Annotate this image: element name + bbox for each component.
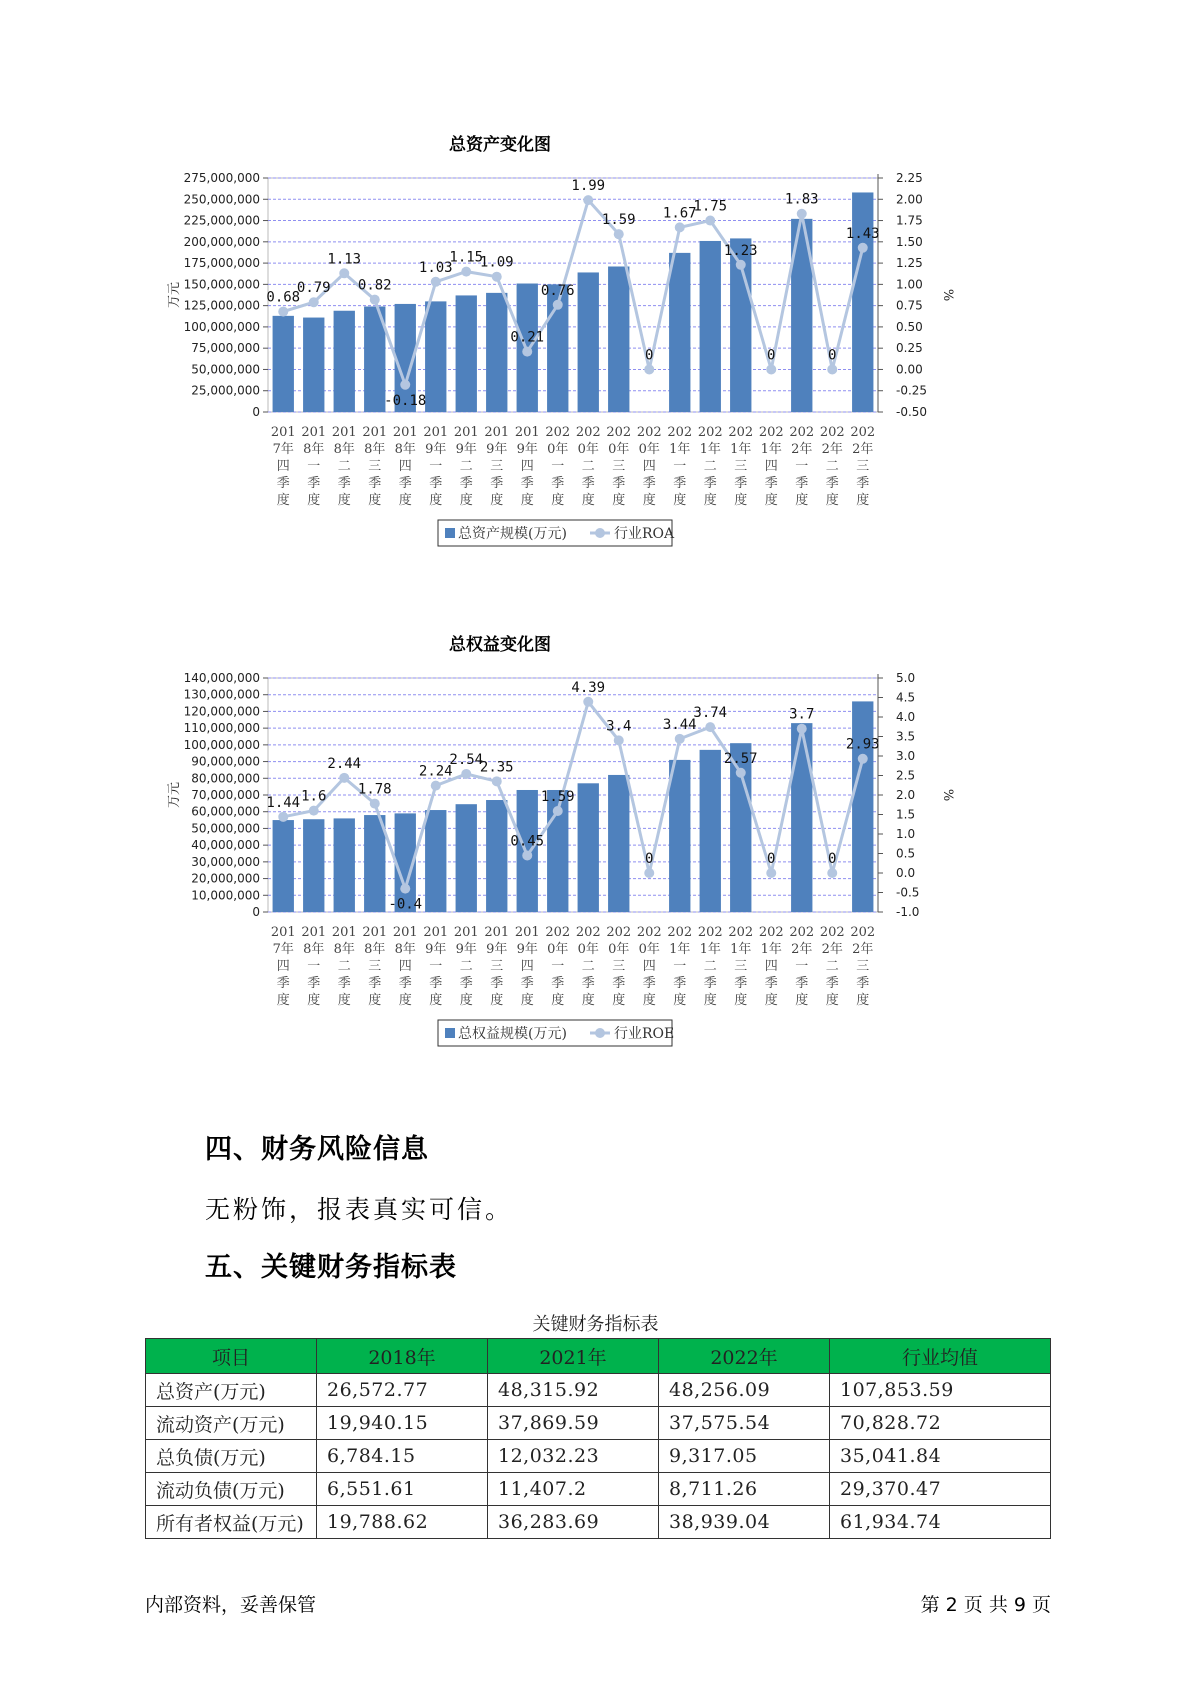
y-tick-label: 130,000,000 bbox=[183, 687, 260, 702]
x-tick-label: 202 0年三季度 bbox=[606, 925, 632, 1008]
bar bbox=[791, 723, 812, 912]
y2-tick-label: 0.00 bbox=[896, 362, 923, 377]
bar bbox=[608, 266, 629, 412]
data-label: 0.79 bbox=[296, 280, 331, 297]
bar bbox=[425, 810, 446, 912]
data-label: 4.39 bbox=[571, 679, 606, 696]
x-tick-label: 202 0年三季度 bbox=[606, 425, 632, 508]
table-caption: 关键财务指标表 bbox=[532, 1314, 659, 1335]
data-label: 2.57 bbox=[723, 750, 758, 767]
total-equity-chart bbox=[167, 635, 1040, 1080]
cell-value: 9,317.05 bbox=[659, 1440, 830, 1473]
bar bbox=[456, 804, 477, 912]
line-point bbox=[309, 297, 319, 307]
data-label: 0 bbox=[645, 347, 654, 364]
x-tick-label: 202 1年一季度 bbox=[667, 925, 693, 1008]
x-tick-label: 202 1年四季度 bbox=[758, 425, 784, 508]
x-tick-label: 201 9年四季度 bbox=[514, 425, 540, 508]
cell-value: 48,315.92 bbox=[488, 1374, 659, 1407]
y2-tick-label: 1.75 bbox=[896, 213, 923, 228]
bar bbox=[578, 783, 599, 912]
x-tick-label: 201 7年四季度 bbox=[270, 425, 296, 508]
line-point bbox=[614, 735, 624, 745]
data-label: 2.54 bbox=[449, 751, 484, 768]
line-point bbox=[431, 277, 441, 287]
footer-page-number: 第 2 页 共 9 页 bbox=[920, 1594, 1051, 1616]
line-point bbox=[827, 868, 837, 878]
data-label: 0.76 bbox=[540, 282, 575, 299]
table-row bbox=[146, 1407, 1051, 1440]
y2-tick-label: 1.5 bbox=[896, 807, 916, 822]
bar bbox=[486, 293, 507, 412]
data-label: 0 bbox=[828, 851, 837, 867]
x-tick-label: 202 1年二季度 bbox=[697, 425, 723, 508]
legend-line-label: 行业ROE bbox=[614, 1026, 675, 1042]
y-tick-label: 25,000,000 bbox=[191, 383, 260, 398]
line-point bbox=[705, 722, 715, 732]
y-tick-label: 225,000,000 bbox=[183, 213, 260, 228]
row-label: 流动负债(万元) bbox=[146, 1473, 317, 1506]
cell-value: 48,256.09 bbox=[659, 1374, 830, 1407]
total-assets-chart bbox=[167, 135, 1040, 580]
y2-tick-label: 0.5 bbox=[896, 846, 916, 861]
line-point bbox=[583, 697, 593, 707]
data-label: 1.83 bbox=[784, 191, 819, 208]
line-point bbox=[400, 380, 410, 390]
y-tick-label: 120,000,000 bbox=[183, 704, 260, 719]
legend-line-marker bbox=[595, 528, 605, 538]
y2-tick-label: 0.50 bbox=[896, 319, 923, 334]
y-tick-label: 75,000,000 bbox=[191, 341, 260, 356]
x-tick-label: 201 8年三季度 bbox=[362, 425, 388, 508]
x-tick-label: 202 2年二季度 bbox=[819, 425, 845, 508]
header-2022: 2022年 bbox=[659, 1339, 830, 1374]
header-industry-avg: 行业均值 bbox=[830, 1339, 1051, 1374]
table-row bbox=[146, 1506, 1051, 1539]
data-label: 2.24 bbox=[418, 763, 453, 780]
line-point bbox=[797, 209, 807, 219]
y-tick-label: 275,000,000 bbox=[183, 171, 260, 185]
x-tick-label: 201 9年四季度 bbox=[514, 925, 540, 1008]
legend-bar-label: 总资产规模(万元) bbox=[458, 526, 567, 542]
line-point bbox=[461, 267, 471, 277]
y-axis-title: 万元 bbox=[167, 781, 182, 809]
y2-tick-label: -1.0 bbox=[896, 905, 920, 919]
x-tick-label: 201 9年一季度 bbox=[423, 925, 449, 1008]
cell-value: 12,032.23 bbox=[488, 1440, 659, 1473]
y-tick-label: 50,000,000 bbox=[191, 821, 260, 836]
bar bbox=[669, 253, 690, 412]
legend-line-label: 行业ROA bbox=[614, 526, 675, 542]
y-tick-label: 20,000,000 bbox=[191, 871, 260, 886]
x-tick-label: 202 0年一季度 bbox=[545, 925, 571, 1008]
x-tick-label: 201 8年一季度 bbox=[301, 425, 327, 508]
data-label: 1.15 bbox=[449, 249, 484, 266]
row-label: 总资产(万元) bbox=[146, 1374, 317, 1407]
data-label: 0.68 bbox=[266, 289, 301, 306]
section5-heading: 五、关键财务指标表 bbox=[205, 1252, 457, 1283]
x-tick-label: 202 2年一季度 bbox=[789, 925, 815, 1008]
x-tick-label: 201 9年三季度 bbox=[484, 925, 510, 1008]
x-tick-label: 202 1年一季度 bbox=[667, 425, 693, 508]
line-point bbox=[492, 272, 502, 282]
line-point bbox=[339, 268, 349, 278]
line-point bbox=[644, 364, 654, 374]
y2-tick-label: 3.0 bbox=[896, 749, 916, 763]
total-assets-chart-svg bbox=[167, 135, 1040, 580]
y2-tick-label: 0.0 bbox=[896, 866, 916, 880]
x-tick-label: 201 9年二季度 bbox=[453, 925, 479, 1008]
x-tick-label: 201 9年二季度 bbox=[453, 425, 479, 508]
line-point bbox=[553, 806, 563, 816]
y2-tick-label: 1.00 bbox=[896, 277, 923, 292]
data-label: 3.74 bbox=[693, 705, 728, 722]
data-label: 1.09 bbox=[479, 254, 514, 271]
data-label: -0.4 bbox=[388, 896, 423, 913]
header-item: 项目 bbox=[146, 1339, 317, 1374]
line-point bbox=[431, 781, 441, 791]
x-tick-label: 201 9年三季度 bbox=[484, 425, 510, 508]
y-tick-label: 150,000,000 bbox=[183, 277, 260, 292]
x-tick-label: 201 8年四季度 bbox=[392, 925, 418, 1008]
y-tick-label: 50,000,000 bbox=[191, 362, 260, 377]
data-label: 0.82 bbox=[357, 277, 392, 294]
row-label: 所有者权益(万元) bbox=[146, 1506, 317, 1539]
bar bbox=[700, 750, 721, 912]
footer-confidential: 内部资料，妥善保管 bbox=[145, 1594, 317, 1616]
cell-value: 70,828.72 bbox=[830, 1407, 1051, 1440]
y-tick-label: 100,000,000 bbox=[183, 319, 260, 334]
line-point bbox=[766, 364, 776, 374]
y-tick-label: 30,000,000 bbox=[191, 854, 260, 869]
cell-value: 37,575.54 bbox=[659, 1407, 830, 1440]
x-tick-label: 202 0年一季度 bbox=[545, 425, 571, 508]
data-label: 1.75 bbox=[693, 198, 728, 215]
y2-tick-label: 4.5 bbox=[896, 690, 916, 705]
data-label: 3.7 bbox=[789, 706, 815, 723]
line-point bbox=[675, 734, 685, 744]
data-label: 1.99 bbox=[571, 178, 606, 195]
x-tick-label: 202 0年二季度 bbox=[575, 925, 601, 1008]
data-label: 2.35 bbox=[479, 759, 514, 776]
cell-value: 37,869.59 bbox=[488, 1407, 659, 1440]
data-label: 0 bbox=[767, 347, 776, 364]
cell-value: 19,940.15 bbox=[317, 1407, 488, 1440]
line-point bbox=[644, 868, 654, 878]
x-tick-label: 202 0年四季度 bbox=[636, 425, 662, 508]
x-tick-label: 201 9年一季度 bbox=[423, 425, 449, 508]
data-label: 0.45 bbox=[510, 833, 545, 850]
table-row bbox=[146, 1473, 1051, 1506]
line-point bbox=[278, 307, 288, 317]
cell-value: 26,572.77 bbox=[317, 1374, 488, 1407]
y-tick-label: 60,000,000 bbox=[191, 804, 260, 819]
x-tick-label: 201 8年一季度 bbox=[301, 925, 327, 1008]
y-tick-label: 200,000,000 bbox=[183, 234, 260, 249]
cell-value: 6,784.15 bbox=[317, 1440, 488, 1473]
line-point bbox=[766, 868, 776, 878]
data-label: 2.44 bbox=[327, 755, 362, 772]
line-point bbox=[614, 229, 624, 239]
y-tick-label: 40,000,000 bbox=[191, 838, 260, 853]
data-label: 1.23 bbox=[723, 242, 758, 259]
bar bbox=[364, 815, 385, 912]
y-tick-label: 70,000,000 bbox=[191, 788, 260, 802]
y2-tick-label: 3.5 bbox=[896, 729, 916, 744]
x-tick-label: 202 1年二季度 bbox=[697, 925, 723, 1008]
line-point bbox=[858, 243, 868, 253]
cell-value: 35,041.84 bbox=[830, 1440, 1051, 1473]
x-tick-label: 202 2年三季度 bbox=[850, 425, 876, 508]
data-label: 1.6 bbox=[301, 788, 327, 805]
bar bbox=[578, 272, 599, 412]
y2-tick-label: 1.25 bbox=[896, 256, 923, 271]
line-point bbox=[858, 754, 868, 764]
total-equity-chart-svg bbox=[167, 635, 1040, 1080]
bar bbox=[608, 775, 629, 912]
cell-value: 107,853.59 bbox=[830, 1374, 1051, 1407]
section4-heading: 四、财务风险信息 bbox=[205, 1134, 429, 1165]
x-tick-label: 202 1年四季度 bbox=[758, 925, 784, 1008]
line-point bbox=[675, 222, 685, 232]
y2-tick-label: 2.25 bbox=[896, 171, 923, 185]
line-point bbox=[492, 776, 502, 786]
x-tick-label: 202 2年二季度 bbox=[819, 925, 845, 1008]
x-tick-label: 201 8年四季度 bbox=[392, 425, 418, 508]
x-tick-label: 202 0年二季度 bbox=[575, 425, 601, 508]
data-label: 1.03 bbox=[418, 259, 453, 276]
legend-bar-swatch bbox=[445, 1028, 455, 1038]
line-point bbox=[309, 806, 319, 816]
line-point bbox=[370, 799, 380, 809]
section4-text: 无粉饰，报表真实可信。 bbox=[205, 1195, 514, 1224]
y2-tick-label: 2.00 bbox=[896, 192, 923, 207]
bar bbox=[486, 800, 507, 912]
data-label: 1.13 bbox=[327, 251, 362, 268]
data-label: 1.78 bbox=[357, 781, 392, 798]
y2-tick-label: -0.50 bbox=[896, 405, 928, 419]
line-point bbox=[827, 364, 837, 374]
y2-tick-label: -0.25 bbox=[896, 383, 928, 398]
line-point bbox=[370, 295, 380, 305]
data-label: 1.44 bbox=[266, 794, 301, 811]
y-tick-label: 90,000,000 bbox=[191, 754, 260, 769]
y-tick-label: 110,000,000 bbox=[183, 721, 260, 736]
x-tick-label: 201 8年二季度 bbox=[331, 925, 357, 1008]
y2-tick-label: 0.25 bbox=[896, 341, 923, 356]
cell-value: 61,934.74 bbox=[830, 1506, 1051, 1539]
line-point bbox=[461, 769, 471, 779]
bar bbox=[273, 820, 294, 912]
y2-tick-label: 2.0 bbox=[896, 788, 916, 802]
x-tick-label: 202 0年四季度 bbox=[636, 925, 662, 1008]
y2-tick-label: 2.5 bbox=[896, 768, 916, 783]
cell-value: 11,407.2 bbox=[488, 1473, 659, 1506]
data-label: 0 bbox=[828, 347, 837, 364]
row-label: 总负债(万元) bbox=[146, 1440, 317, 1473]
data-label: 1.67 bbox=[662, 205, 697, 222]
bar bbox=[456, 295, 477, 412]
y2-axis-title: % bbox=[940, 788, 955, 802]
x-tick-label: 202 2年一季度 bbox=[789, 425, 815, 508]
table-row bbox=[146, 1440, 1051, 1473]
y-tick-label: 100,000,000 bbox=[183, 737, 260, 752]
data-label: 1.59 bbox=[601, 212, 636, 229]
key-financial-table bbox=[145, 1338, 1051, 1539]
y-axis-title: 万元 bbox=[167, 281, 182, 309]
y-tick-label: 250,000,000 bbox=[183, 192, 260, 207]
x-tick-label: 202 2年三季度 bbox=[850, 925, 876, 1008]
legend-bar-label: 总权益规模(万元) bbox=[458, 1026, 567, 1042]
line-point bbox=[736, 260, 746, 270]
data-label: 0.21 bbox=[510, 329, 545, 346]
y2-tick-label: 4.0 bbox=[896, 710, 916, 724]
bar bbox=[303, 819, 324, 912]
x-tick-label: 201 8年三季度 bbox=[362, 925, 388, 1008]
y-tick-label: 0 bbox=[252, 405, 260, 419]
line-point bbox=[522, 347, 532, 357]
cell-value: 8,711.26 bbox=[659, 1473, 830, 1506]
data-label: -0.18 bbox=[384, 392, 427, 409]
y2-tick-label: 5.0 bbox=[896, 671, 916, 685]
y2-axis-title: % bbox=[940, 288, 955, 302]
y-tick-label: 0 bbox=[252, 905, 260, 919]
bar bbox=[425, 301, 446, 412]
chart-title: 总资产变化图 bbox=[449, 135, 551, 155]
cell-value: 6,551.61 bbox=[317, 1473, 488, 1506]
line-point bbox=[278, 812, 288, 822]
x-tick-label: 201 7年四季度 bbox=[270, 925, 296, 1008]
line-point bbox=[797, 724, 807, 734]
line-point bbox=[583, 195, 593, 205]
bar bbox=[303, 318, 324, 412]
bar bbox=[334, 311, 355, 412]
y-tick-label: 80,000,000 bbox=[191, 771, 260, 786]
y2-tick-label: 1.0 bbox=[896, 827, 916, 841]
y2-tick-label: -0.5 bbox=[896, 885, 920, 900]
y-tick-label: 175,000,000 bbox=[183, 256, 260, 271]
line-point bbox=[400, 884, 410, 894]
cell-value: 19,788.62 bbox=[317, 1506, 488, 1539]
y2-tick-label: 0.75 bbox=[896, 298, 923, 313]
cell-value: 29,370.47 bbox=[830, 1473, 1051, 1506]
chart-title: 总权益变化图 bbox=[449, 635, 551, 655]
bar bbox=[700, 241, 721, 412]
line-point bbox=[522, 850, 532, 860]
table-header-row bbox=[146, 1339, 1051, 1374]
bar bbox=[852, 701, 873, 912]
x-tick-label: 202 1年三季度 bbox=[728, 425, 754, 508]
table-row bbox=[146, 1374, 1051, 1407]
data-label: 3.4 bbox=[606, 718, 632, 735]
data-label: 1.59 bbox=[540, 788, 575, 805]
y2-tick-label: 1.50 bbox=[896, 234, 923, 249]
cell-value: 38,939.04 bbox=[659, 1506, 830, 1539]
y-tick-label: 10,000,000 bbox=[191, 888, 260, 903]
header-2018: 2018年 bbox=[317, 1339, 488, 1374]
x-tick-label: 201 8年二季度 bbox=[331, 425, 357, 508]
bar bbox=[334, 818, 355, 912]
line-point bbox=[705, 216, 715, 226]
legend-line-marker bbox=[595, 1028, 605, 1038]
data-label: 0 bbox=[767, 851, 776, 867]
bar bbox=[273, 316, 294, 412]
cell-value: 36,283.69 bbox=[488, 1506, 659, 1539]
legend-bar-swatch bbox=[445, 528, 455, 538]
line-point bbox=[553, 300, 563, 310]
y-tick-label: 125,000,000 bbox=[183, 298, 260, 313]
data-label: 1.43 bbox=[845, 225, 880, 242]
line-point bbox=[736, 768, 746, 778]
data-label: 3.44 bbox=[662, 716, 697, 733]
line-point bbox=[339, 773, 349, 783]
bar bbox=[669, 760, 690, 912]
header-2021: 2021年 bbox=[488, 1339, 659, 1374]
y-tick-label: 140,000,000 bbox=[183, 671, 260, 685]
data-label: 0 bbox=[645, 851, 654, 867]
data-label: 2.93 bbox=[845, 736, 880, 753]
x-tick-label: 202 1年三季度 bbox=[728, 925, 754, 1008]
row-label: 流动资产(万元) bbox=[146, 1407, 317, 1440]
